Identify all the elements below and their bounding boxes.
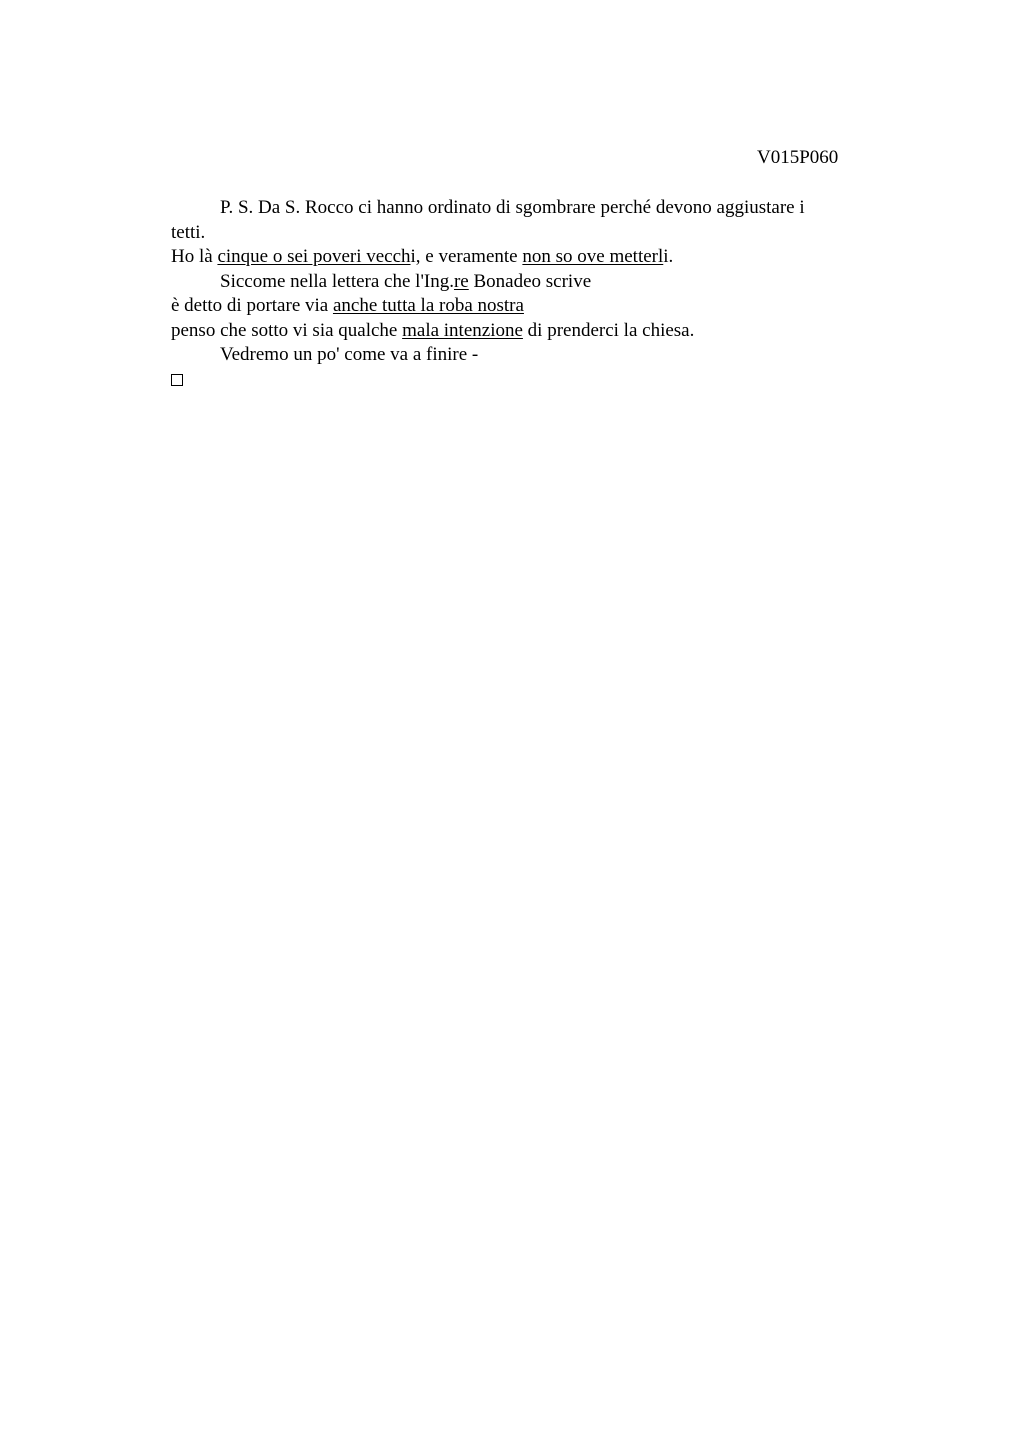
underlined-text: cinque o sei poveri vecch [217,246,411,267]
underlined-text: anche tutta la roba nostra [332,295,524,316]
text-line-4 [171,270,871,295]
text-segment: è detto di portare via [171,295,333,316]
letter-body [171,196,871,392]
text-segment: Bonadeo scrive [468,270,592,292]
empty-box-icon [171,374,183,386]
underlined-text: mala intenzione [402,319,523,341]
text-line-3 [171,245,871,270]
text-segment: penso che sotto vi sia qualche [171,319,403,341]
text-line-8 [171,368,871,393]
underlined-text: re [453,270,469,292]
text-line-6 [171,319,871,344]
text-line-7: Vedremo un po' come va a finire - [220,344,479,365]
text-segment: di prenderci la chiesa. [522,319,695,341]
text-line-1: P. S. Da S. Rocco ci hanno ordinato di sgombrare perché devono aggiustare i [220,197,805,218]
text-segment: Ho là [171,246,218,267]
page-identifier: V015P060 [757,147,839,168]
text-line-5 [171,294,871,319]
underlined-text: non so ove metterl [522,246,664,267]
text-segment: Siccome nella lettera che l'Ing. [220,270,454,292]
text-line-2: tetti. [171,221,206,243]
text-segment: i, e veramente [410,246,523,267]
text-segment: i. [663,246,674,267]
